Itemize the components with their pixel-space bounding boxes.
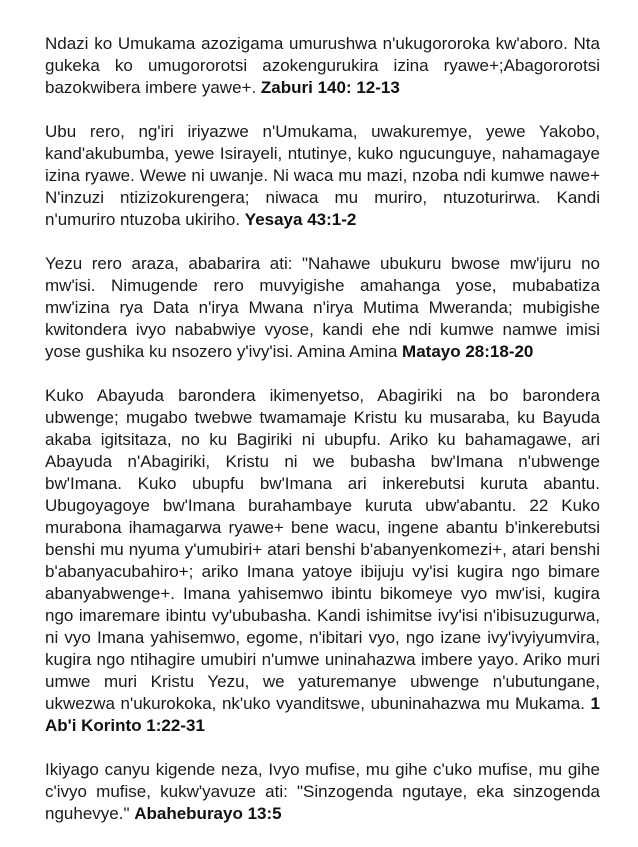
scripture-reference: Yesaya 43:1-2 — [244, 210, 357, 229]
passage-zaburi — [45, 33, 600, 99]
scripture-reference: Zaburi 140: 12-13 — [260, 78, 400, 97]
passage-korinto — [45, 385, 600, 737]
passage-matayo — [45, 253, 600, 363]
passage-text: Ikiyago canyu kigende neza, Ivyo mufise, mu gihe c'uko mufise, mu gihe c'ivyo mufise, kukw'yavuze ati: "Sinzogenda ngutaye, eka sinzogenda nguhevye." — [45, 760, 600, 823]
scripture-reference: 1 Ab'i Korinto 1:22-31 — [45, 694, 600, 735]
passage-text: Ndazi ko Umukama azozigama umurushwa n'ukugororoka kw'aboro. Nta gukeka ko umugororotsi azokengurukira izina ryawe+;Abagororotsi bazokwibera imbere yawe+. — [45, 34, 600, 97]
document-page — [45, 33, 600, 847]
scripture-reference: Matayo 28:18-20 — [402, 342, 534, 361]
scripture-reference: Abaheburayo 13:5 — [134, 804, 282, 823]
passage-abaheburayo — [45, 759, 600, 825]
passage-text: Ubu rero, ng'iri iriyazwe n'Umukama, uwakuremye, yewe Yakobo, kand'akubumba, yewe Isirayeli, ntutinye, kuko ngucunguye, nahamagaye izina ryawe. Wewe ni uwanje. Ni waca mu mazi, nzoba ndi kumwe nawe+ N'inzuzi ntizizokurengera; niwaca mu muriro, ntuzoturirwa. Kandi n'umuriro ntuzoba ukiriho. — [45, 122, 600, 229]
passage-text: Kuko Abayuda barondera ikimenyetso, Abagiriki na bo barondera ubwenge; mugabo twebwe twamamaje Kristu ku musaraba, ku Bayuda akaba igitsitaza, no ku Bagiriki ni ubupfu. Ariko ku bahamagawe, ari Abayuda n'Abagiriki, Kristu ni we bubasha bw'Imana n'ubwenge bw'Imana. Kuko ubupfu bw'Imana ari inkerebutsi kuruta abantu. Ubugoyagoye bw'Imana burahambaye kuruta ubw'abantu. 22 Kuko murabona ihamagarwa ryawe+ bene wacu, ingene abantu b'inkerebutsi benshi mu nyuma y'umubiri+ atari benshi b'abanyenkomezi+, atari benshi b'abanyacubahiro+; ariko Imana yatoye ibijuju vy'isi kugira ngo bimare abanyabwenge+. Imana yahisemwo ibintu bikomeye vyo mw'isi, kugira ngo imaremare ibintu vy'ububasha. Kandi ishimitse ivy'isi n'ibisuzugurwa, ni vyo Imana yahisemwo, egome, n'ibitari vyo, ngo izane ivy'ivyiyumvira, kugira ngo ntihagire umubiri n'umwe uninahazwa imbere yayo. Ariko muri umwe muri Kristu Yezu, we yaturemanye ubwenge n'ubutungane, ukwezwa n'ukurokoka, nk'uko vyanditswe, ubuninahazwa mu Mukama. — [45, 386, 600, 713]
passage-text: Yezu rero araza, ababarira ati: "Nahawe ubukuru bwose mw'ijuru no mw'isi. Nimugende rero muvyigishe amahanga yose, mubabatiza mw'izina rya Data n'irya Mwana n'irya Mutima Mweranda; mubigishe kwitondera ivyo nababwiye vyose, kandi ehe ndi kumwe namwe imisi yose gushika ku nsozero y'ivy'isi. Amina Amina — [45, 254, 600, 361]
passage-yesaya — [45, 121, 600, 231]
